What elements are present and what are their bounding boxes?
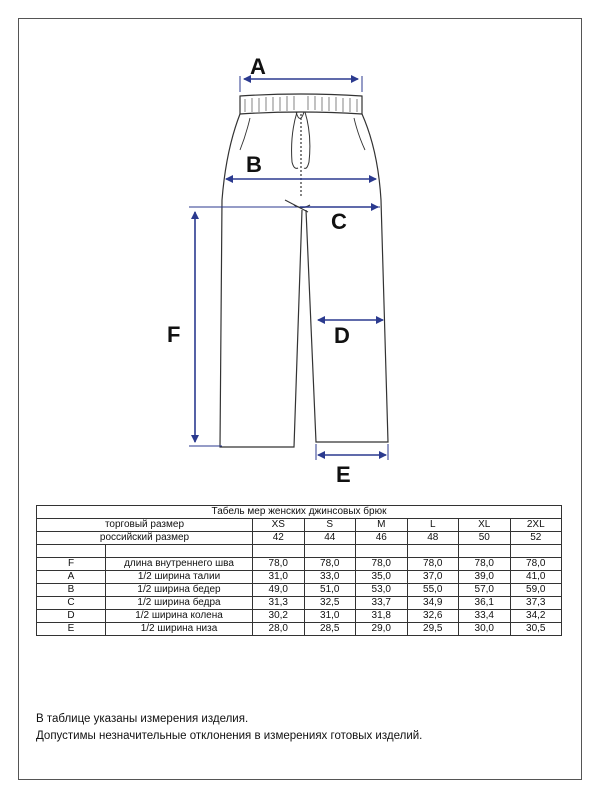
russian-size: 52	[510, 532, 562, 545]
empty-cell	[304, 545, 356, 558]
row-value: 32,6	[407, 610, 459, 623]
row-value: 35,0	[356, 571, 408, 584]
russian-size: 50	[459, 532, 511, 545]
row-name: длина внутреннего шва	[106, 558, 253, 571]
row-value: 33,4	[459, 610, 511, 623]
row-name: 1/2 ширина колена	[106, 610, 253, 623]
row-name: 1/2 ширина бедер	[106, 584, 253, 597]
size-header: 2XL	[510, 519, 562, 532]
empty-cell	[407, 545, 459, 558]
row-value: 57,0	[459, 584, 511, 597]
empty-cell	[459, 545, 511, 558]
label-d: D	[334, 323, 350, 348]
spacer-row	[37, 545, 562, 558]
russian-size: 46	[356, 532, 408, 545]
row-value: 32,5	[304, 597, 356, 610]
row-value: 31,3	[253, 597, 305, 610]
russian-size: 44	[304, 532, 356, 545]
table-row	[37, 623, 562, 636]
row-value: 33,7	[356, 597, 408, 610]
empty-cell	[253, 545, 305, 558]
row-value: 37,3	[510, 597, 562, 610]
size-header: XL	[459, 519, 511, 532]
table-row	[37, 584, 562, 597]
note-line: В таблице указаны измерения изделия.	[36, 713, 249, 725]
row-value: 30,2	[253, 610, 305, 623]
notes	[36, 711, 422, 745]
row-value: 28,5	[304, 623, 356, 636]
row-value: 53,0	[356, 584, 408, 597]
row-code: E	[37, 623, 106, 636]
label-c: C	[331, 209, 347, 234]
empty-cell	[510, 545, 562, 558]
row-value: 78,0	[253, 558, 305, 571]
row-value: 51,0	[304, 584, 356, 597]
row-code: C	[37, 597, 106, 610]
russian-size: 48	[407, 532, 459, 545]
row-value: 78,0	[356, 558, 408, 571]
row-value: 33,0	[304, 571, 356, 584]
row-value: 55,0	[407, 584, 459, 597]
row-name: 1/2 ширина низа	[106, 623, 253, 636]
row-name: 1/2 ширина талии	[106, 571, 253, 584]
row-code: A	[37, 571, 106, 584]
empty-cell	[356, 545, 408, 558]
row-value: 29,5	[407, 623, 459, 636]
row-code: D	[37, 610, 106, 623]
row-value: 49,0	[253, 584, 305, 597]
row-value: 41,0	[510, 571, 562, 584]
trade-size-label: торговый размер	[37, 519, 253, 532]
row-value: 34,2	[510, 610, 562, 623]
row-name: 1/2 ширина бедра	[106, 597, 253, 610]
table-title-row	[37, 506, 562, 519]
note-line: Допустимы незначительные отклонения в измерениях готовых изделий.	[36, 730, 423, 742]
pants-outline	[220, 94, 388, 447]
size-table	[36, 505, 562, 636]
size-header: L	[407, 519, 459, 532]
row-value: 34,9	[407, 597, 459, 610]
empty-cell	[106, 545, 253, 558]
trade-size-row	[37, 519, 562, 532]
russian-size-row	[37, 532, 562, 545]
row-value: 37,0	[407, 571, 459, 584]
row-value: 30,5	[510, 623, 562, 636]
measure-f	[167, 212, 222, 446]
row-value: 78,0	[459, 558, 511, 571]
empty-cell	[37, 545, 106, 558]
row-value: 36,1	[459, 597, 511, 610]
measure-a	[240, 54, 362, 92]
row-code: B	[37, 584, 106, 597]
row-value: 31,0	[253, 571, 305, 584]
table-row	[37, 597, 562, 610]
row-value: 78,0	[407, 558, 459, 571]
row-value: 30,0	[459, 623, 511, 636]
row-value: 29,0	[356, 623, 408, 636]
table-row	[37, 558, 562, 571]
russian-size-label: российский размер	[37, 532, 253, 545]
label-a: A	[250, 54, 266, 79]
size-header: XS	[253, 519, 305, 532]
russian-size: 42	[253, 532, 305, 545]
table-row	[37, 571, 562, 584]
row-value: 28,0	[253, 623, 305, 636]
table-row	[37, 610, 562, 623]
size-header: S	[304, 519, 356, 532]
measure-e	[316, 444, 388, 487]
row-value: 78,0	[510, 558, 562, 571]
row-value: 31,0	[304, 610, 356, 623]
row-value: 78,0	[304, 558, 356, 571]
row-value: 59,0	[510, 584, 562, 597]
label-b: B	[246, 152, 262, 177]
measure-c	[189, 200, 380, 234]
label-f: F	[167, 322, 181, 347]
measure-d	[318, 320, 383, 348]
row-code: F	[37, 558, 106, 571]
label-e: E	[336, 462, 351, 487]
table-title: Табель мер женских джинсовых брюк	[37, 506, 562, 519]
row-value: 39,0	[459, 571, 511, 584]
row-value: 31,8	[356, 610, 408, 623]
size-header: M	[356, 519, 408, 532]
